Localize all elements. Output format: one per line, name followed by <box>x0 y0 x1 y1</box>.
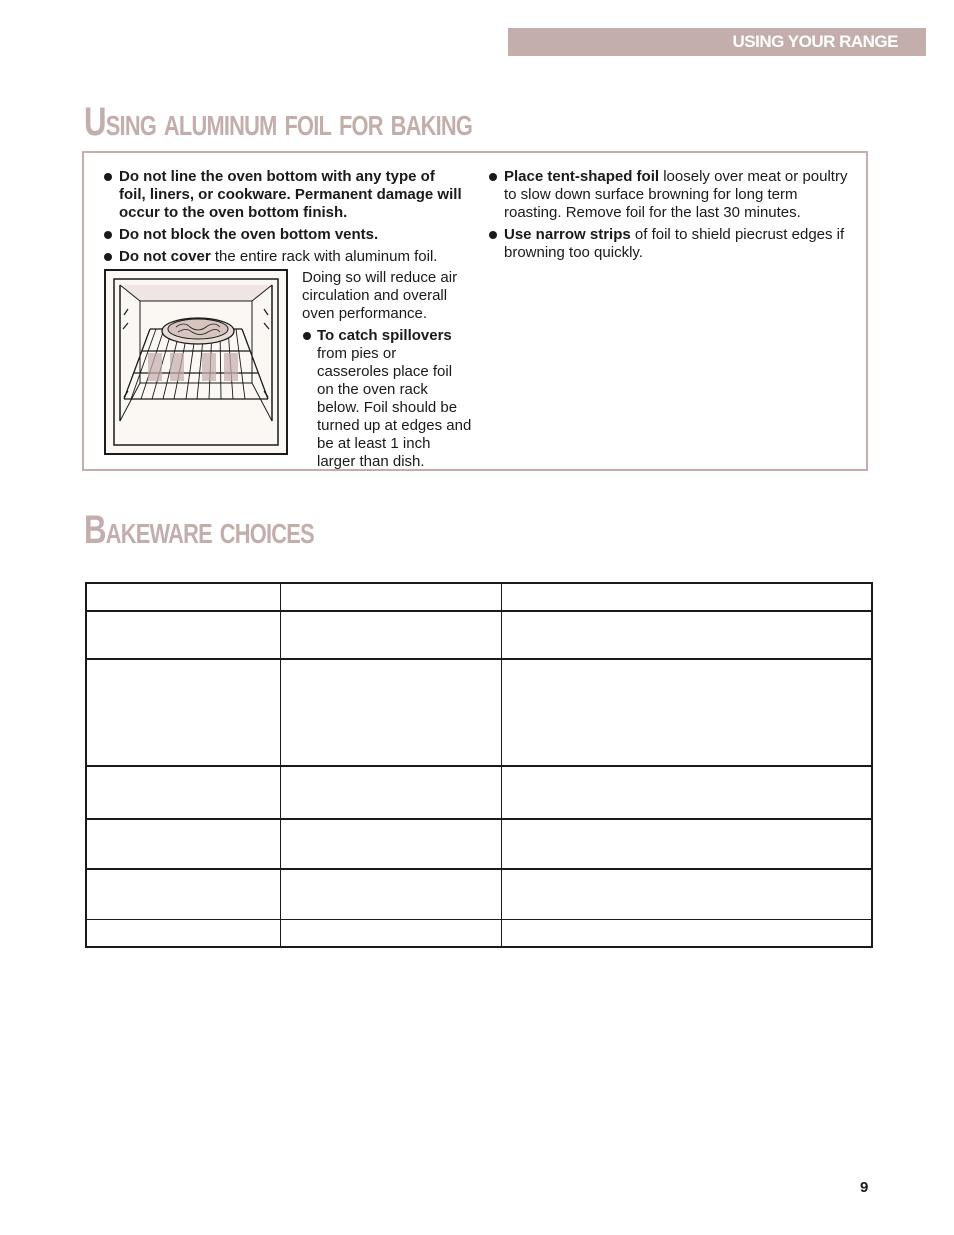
table-cell <box>502 920 873 948</box>
page-title-bakeware: Bakeware choices <box>84 508 314 552</box>
table-cell <box>502 611 873 659</box>
table-row <box>86 819 872 869</box>
table-cell <box>86 583 281 611</box>
table-cell <box>281 583 502 611</box>
bullet-narrow-strips-bold: Use narrow strips <box>504 226 631 243</box>
bullet-narrow-strips-text: of foil to shield piecrust edges if browning too quickly. <box>504 226 845 261</box>
table-cell <box>86 920 281 948</box>
table-row <box>86 659 872 766</box>
bullet-do-not-cover <box>104 248 464 266</box>
foil-right-column <box>489 168 854 266</box>
bullet-oven-bottom: Do not line the oven bottom with any type of foil, liners, or cookware. Permanent damage will occur to the oven bottom finish. <box>104 168 464 222</box>
table-cell <box>281 869 502 920</box>
bakeware-table <box>85 582 873 948</box>
table-cell <box>86 869 281 920</box>
table-row <box>86 611 872 659</box>
bullet-tent-foil-bold: Place tent-shaped foil <box>504 168 660 185</box>
table-cell <box>281 920 502 948</box>
bullet-narrow-strips <box>489 226 854 262</box>
page-number: 9 <box>860 1179 869 1196</box>
foil-left-column <box>104 168 464 270</box>
table-cell <box>502 766 873 819</box>
foil-info-box <box>82 151 868 471</box>
section-header-label: USING YOUR RANGE <box>732 32 898 51</box>
table-cell <box>502 659 873 766</box>
bullet-tent-foil <box>489 168 854 222</box>
bullet-spillovers-bold: To catch spillovers <box>317 327 452 344</box>
table-cell <box>86 611 281 659</box>
foil-wrap-text <box>302 269 472 471</box>
oven-rack-with-pie-icon <box>104 269 288 455</box>
table-cell <box>86 659 281 766</box>
table-row <box>86 920 872 948</box>
table-row <box>86 583 872 611</box>
table-cell <box>502 869 873 920</box>
table-cell <box>281 766 502 819</box>
table-cell <box>281 659 502 766</box>
table-cell <box>281 611 502 659</box>
table-cell <box>502 583 873 611</box>
bullet-spillovers <box>302 327 472 471</box>
bullet-vents: Do not block the oven bottom vents. <box>104 226 464 244</box>
table-row <box>86 766 872 819</box>
table-cell <box>281 819 502 869</box>
table-cell <box>86 819 281 869</box>
bullet-tent-foil-text: loosely over meat or poultry to slow down surface browning for long term roasting. Remove foil for the last 30 minutes. <box>504 168 848 221</box>
table-cell <box>502 819 873 869</box>
bullet-spillovers-text: from pies or casseroles place foil on the oven rack below. Foil should be turned up at edges and be at least 1 inch larger than dish. <box>317 345 472 470</box>
bullet-do-not-cover-bold: Do not cover <box>119 248 211 265</box>
page-title-foil: Using aluminum foil for baking <box>84 100 473 144</box>
foil-wrap-paragraph: Doing so will reduce air circulation and overall oven performance. <box>302 269 458 322</box>
section-header-bar <box>508 28 926 56</box>
table-cell <box>86 766 281 819</box>
bullet-do-not-cover-text: the entire rack with aluminum foil. <box>210 248 438 265</box>
table-row <box>86 869 872 920</box>
